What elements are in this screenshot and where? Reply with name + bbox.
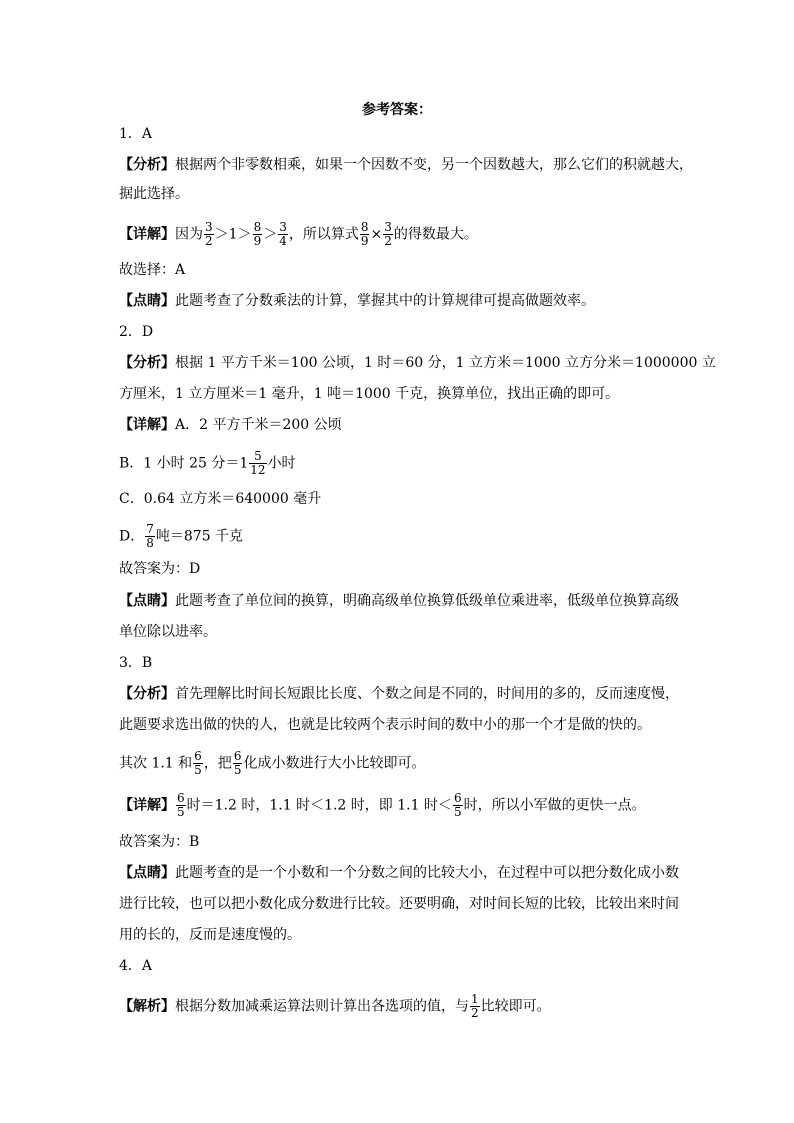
q3-analysis-line-2: 此题要求选出做的快的人，也就是比较两个表示时间的数中小的那一个才是做的快的。 bbox=[119, 717, 651, 733]
page-title: 参考答案： bbox=[362, 102, 432, 118]
comment-tag: 【点睛】 bbox=[119, 865, 175, 881]
q2-detail bbox=[119, 415, 342, 435]
q2-option-d bbox=[119, 523, 243, 550]
fraction: $\frac{6}{5}$ bbox=[194, 749, 202, 777]
analysis-tag: 【分析】 bbox=[119, 355, 175, 371]
detail-text: 时，所以小军做的更快一点。 bbox=[463, 797, 646, 814]
fraction: $\frac{6}{5}$ bbox=[453, 791, 462, 819]
analysis-text: 根据 1 平方千米＝100 公顷，1 时＝60 分，1 立方米＝1000 立方分米＝1000000 立 bbox=[175, 355, 716, 371]
option-text: 小时 bbox=[267, 455, 296, 472]
q2-answer: 故答案为：D bbox=[119, 561, 201, 577]
q2-comment-line-1 bbox=[119, 591, 679, 611]
comment-tag: 【点睛】 bbox=[119, 293, 175, 309]
analysis-text: 化成小数进行大小比较即可。 bbox=[243, 755, 426, 772]
analysis-text: 首先理解比时间长短跟比长度、个数之间是不同的，时间用的多的，反而速度慢， bbox=[175, 686, 679, 702]
q1-analysis-line-2: 据此选择。 bbox=[119, 186, 189, 202]
fraction: $\frac{5}{12}$ bbox=[250, 449, 266, 477]
detail-tag: 【详解】 bbox=[119, 226, 175, 243]
q3-answer: 故答案为：B bbox=[119, 834, 200, 850]
comment-text: 此题考查了分数乘法的计算，掌握其中的计算规律可提高做题效率。 bbox=[175, 293, 595, 309]
analysis-tag: 【分析】 bbox=[119, 157, 175, 173]
detail-text: ，所以算式 bbox=[288, 226, 359, 243]
q3-comment-line-2: 进行比较，也可以把小数化成分数进行比较。还要明确，对时间长短的比较，比较出来时间 bbox=[119, 896, 679, 912]
q4-number: 4．A bbox=[119, 958, 153, 974]
q3-comment-line-3: 用的长的，反而是速度慢的。 bbox=[119, 927, 301, 943]
q2-analysis-line-2: 方厘米，1 立方厘米＝1 毫升，1 吨＝1000 千克，换算单位，找出正确的即可。 bbox=[119, 386, 620, 402]
q1-analysis-line-1 bbox=[119, 155, 693, 175]
q3-analysis-line-3 bbox=[119, 750, 425, 777]
analysis-text: 比较即可。 bbox=[480, 998, 551, 1015]
detail-text: × bbox=[370, 226, 383, 243]
q1-answer: 故选择：A bbox=[119, 262, 186, 278]
q3-detail bbox=[119, 792, 646, 819]
analysis-tag: 【解析】 bbox=[119, 998, 175, 1015]
q2-analysis-line-1 bbox=[119, 353, 716, 373]
analysis-text: 根据两个非零数相乘，如果一个因数不变，另一个因数越大，那么它们的积就越大， bbox=[175, 157, 693, 173]
comment-text: 此题考查了单位间的换算，明确高级单位换算低级单位乘进率，低级单位换算高级 bbox=[175, 593, 679, 609]
fraction: $\frac{3}{2}$ bbox=[205, 220, 213, 248]
detail-text: 因为 bbox=[175, 226, 203, 243]
fraction: $\frac{8}{9}$ bbox=[360, 220, 369, 248]
q2-comment-line-2: 单位除以进率。 bbox=[119, 624, 217, 640]
q3-number: 3．B bbox=[119, 655, 153, 671]
fraction: $\frac{8}{9}$ bbox=[253, 220, 262, 248]
detail-text: 时＝1.2 时，1.1 时＜1.2 时，即 1.1 时＜ bbox=[186, 797, 452, 814]
option-text: D． bbox=[119, 528, 145, 545]
q1-detail bbox=[119, 221, 478, 248]
analysis-text: 其次 1.1 和 bbox=[119, 755, 193, 772]
detail-text: A．2 平方千米＝200 公顷 bbox=[175, 417, 342, 433]
detail-tag: 【详解】 bbox=[119, 417, 175, 433]
detail-text: ＞ bbox=[263, 226, 278, 243]
analysis-text: ，把 bbox=[203, 755, 232, 772]
option-text: B．1 小时 25 分＝1 bbox=[119, 455, 249, 472]
option-text: 吨＝875 千克 bbox=[155, 528, 244, 545]
analysis-text: 根据分数加减乘运算法则计算出各选项的值，与 bbox=[175, 998, 469, 1015]
fraction: $\frac{3}{4}$ bbox=[279, 220, 287, 248]
detail-tag: 【详解】 bbox=[119, 797, 175, 814]
analysis-tag: 【分析】 bbox=[119, 686, 175, 702]
fraction: $\frac{7}{8}$ bbox=[146, 522, 154, 550]
fraction: $\frac{6}{5}$ bbox=[233, 749, 242, 777]
q1-comment bbox=[119, 291, 595, 311]
detail-text: 的得数最大。 bbox=[393, 226, 478, 243]
q2-number: 2．D bbox=[119, 324, 154, 340]
comment-text: 此题考查的是一个小数和一个分数之间的比较大小，在过程中可以把分数化成小数 bbox=[175, 865, 679, 881]
fraction: $\frac{3}{2}$ bbox=[384, 220, 392, 248]
fraction: $\frac{6}{5}$ bbox=[177, 791, 185, 819]
comment-tag: 【点睛】 bbox=[119, 593, 175, 609]
detail-text: ＞1＞ bbox=[214, 226, 252, 243]
q3-analysis-line-1 bbox=[119, 684, 679, 704]
q1-number: 1．A bbox=[119, 126, 153, 142]
q4-analysis bbox=[119, 993, 551, 1020]
fraction: $\frac{1}{2}$ bbox=[471, 992, 479, 1020]
q2-option-c: C．0.64 立方米＝640000 毫升 bbox=[119, 491, 322, 507]
q2-option-b bbox=[119, 450, 296, 477]
q3-comment-line-1 bbox=[119, 863, 679, 883]
